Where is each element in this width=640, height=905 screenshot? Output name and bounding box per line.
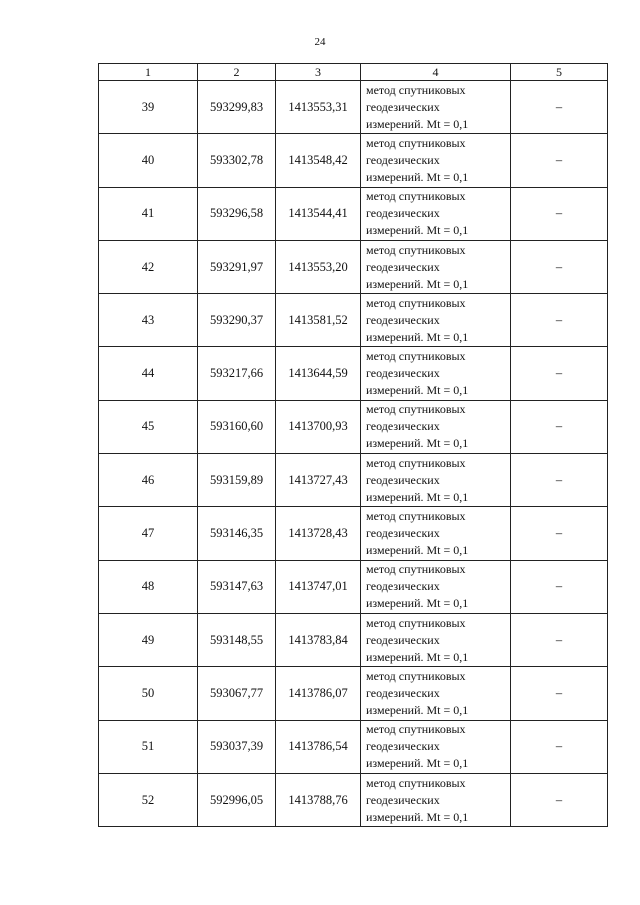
x-coordinate-cell: 593217,66 <box>198 347 276 400</box>
y-coordinate-cell: 1413644,59 <box>276 347 361 400</box>
method-line: измерений. Mt = 0,1 <box>366 116 469 131</box>
method-line: измерений. Mt = 0,1 <box>366 436 469 451</box>
y-coordinate-cell: 1413727,43 <box>276 454 361 507</box>
point-number-cell: 52 <box>99 773 198 826</box>
method-line: метод спутниковых <box>366 349 466 364</box>
x-coordinate-cell: 593037,39 <box>198 720 276 773</box>
x-coordinate-cell: 593147,63 <box>198 560 276 613</box>
table-row <box>99 347 608 400</box>
x-coordinate-cell: 593159,89 <box>198 454 276 507</box>
note-cell: – <box>511 720 608 773</box>
method-cell <box>361 240 511 293</box>
table-row <box>99 134 608 187</box>
method-line: метод спутниковых <box>366 135 466 150</box>
method-line: геодезических <box>366 419 440 434</box>
method-line: метод спутниковых <box>366 455 466 470</box>
method-line: измерений. Mt = 0,1 <box>366 596 469 611</box>
method-line: измерений. Mt = 0,1 <box>366 329 469 344</box>
column-header-3: 3 <box>276 64 361 81</box>
note-cell: – <box>511 240 608 293</box>
method-line: метод спутниковых <box>366 82 466 97</box>
note-cell: – <box>511 613 608 666</box>
point-number-cell: 45 <box>99 400 198 453</box>
point-number-cell: 48 <box>99 560 198 613</box>
method-line: геодезических <box>366 366 440 381</box>
y-coordinate-cell: 1413548,42 <box>276 134 361 187</box>
y-coordinate-cell: 1413544,41 <box>276 187 361 240</box>
coordinates-table <box>98 63 608 827</box>
method-cell <box>361 454 511 507</box>
method-cell <box>361 187 511 240</box>
method-line: метод спутниковых <box>366 668 466 683</box>
method-line: метод спутниковых <box>366 775 466 790</box>
method-line: геодезических <box>366 685 440 700</box>
table-row <box>99 81 608 134</box>
y-coordinate-cell: 1413581,52 <box>276 294 361 347</box>
point-number-cell: 42 <box>99 240 198 293</box>
method-line: геодезических <box>366 206 440 221</box>
x-coordinate-cell: 593299,83 <box>198 81 276 134</box>
table-row <box>99 560 608 613</box>
column-header-4: 4 <box>361 64 511 81</box>
note-cell: – <box>511 560 608 613</box>
x-coordinate-cell: 593146,35 <box>198 507 276 560</box>
note-cell: – <box>511 187 608 240</box>
column-header-1: 1 <box>99 64 198 81</box>
column-header-5: 5 <box>511 64 608 81</box>
method-line: метод спутниковых <box>366 189 466 204</box>
method-line: измерений. Mt = 0,1 <box>366 169 469 184</box>
y-coordinate-cell: 1413783,84 <box>276 613 361 666</box>
method-line: метод спутниковых <box>366 562 466 577</box>
x-coordinate-cell: 593290,37 <box>198 294 276 347</box>
y-coordinate-cell: 1413700,93 <box>276 400 361 453</box>
table-row <box>99 720 608 773</box>
method-line: геодезических <box>366 259 440 274</box>
y-coordinate-cell: 1413553,31 <box>276 81 361 134</box>
method-cell <box>361 294 511 347</box>
point-number-cell: 43 <box>99 294 198 347</box>
y-coordinate-cell: 1413786,54 <box>276 720 361 773</box>
note-cell: – <box>511 507 608 560</box>
method-line: метод спутниковых <box>366 295 466 310</box>
method-cell <box>361 400 511 453</box>
y-coordinate-cell: 1413788,76 <box>276 773 361 826</box>
method-line: метод спутниковых <box>366 722 466 737</box>
note-cell: – <box>511 773 608 826</box>
x-coordinate-cell: 593296,58 <box>198 187 276 240</box>
method-cell <box>361 720 511 773</box>
point-number-cell: 46 <box>99 454 198 507</box>
method-line: измерений. Mt = 0,1 <box>366 756 469 771</box>
note-cell: – <box>511 81 608 134</box>
method-line: геодезических <box>366 472 440 487</box>
x-coordinate-cell: 593302,78 <box>198 134 276 187</box>
x-coordinate-cell: 593067,77 <box>198 667 276 720</box>
method-line: измерений. Mt = 0,1 <box>366 489 469 504</box>
x-coordinate-cell: 593148,55 <box>198 613 276 666</box>
note-cell: – <box>511 400 608 453</box>
point-number-cell: 44 <box>99 347 198 400</box>
method-line: измерений. Mt = 0,1 <box>366 649 469 664</box>
method-line: измерений. Mt = 0,1 <box>366 809 469 824</box>
method-line: геодезических <box>366 792 440 807</box>
method-line: измерений. Mt = 0,1 <box>366 223 469 238</box>
column-header-2: 2 <box>198 64 276 81</box>
method-cell <box>361 81 511 134</box>
page-number: 24 <box>314 36 326 48</box>
method-line: измерений. Mt = 0,1 <box>366 383 469 398</box>
y-coordinate-cell: 1413747,01 <box>276 560 361 613</box>
method-cell <box>361 773 511 826</box>
note-cell: – <box>511 134 608 187</box>
table-row <box>99 773 608 826</box>
note-cell: – <box>511 294 608 347</box>
y-coordinate-cell: 1413728,43 <box>276 507 361 560</box>
point-number-cell: 47 <box>99 507 198 560</box>
method-cell <box>361 507 511 560</box>
method-cell <box>361 134 511 187</box>
method-line: измерений. Mt = 0,1 <box>366 702 469 717</box>
method-cell <box>361 560 511 613</box>
method-line: метод спутниковых <box>366 615 466 630</box>
method-line: измерений. Mt = 0,1 <box>366 276 469 291</box>
method-cell <box>361 613 511 666</box>
method-cell <box>361 347 511 400</box>
table-row <box>99 613 608 666</box>
x-coordinate-cell: 593291,97 <box>198 240 276 293</box>
table-row <box>99 400 608 453</box>
point-number-cell: 40 <box>99 134 198 187</box>
note-cell: – <box>511 454 608 507</box>
y-coordinate-cell: 1413786,07 <box>276 667 361 720</box>
method-line: измерений. Mt = 0,1 <box>366 543 469 558</box>
y-coordinate-cell: 1413553,20 <box>276 240 361 293</box>
method-line: метод спутниковых <box>366 242 466 257</box>
x-coordinate-cell: 593160,60 <box>198 400 276 453</box>
method-line: метод спутниковых <box>366 509 466 524</box>
note-cell: – <box>511 667 608 720</box>
note-cell: – <box>511 347 608 400</box>
table-row <box>99 667 608 720</box>
method-line: геодезических <box>366 152 440 167</box>
table-row <box>99 240 608 293</box>
method-line: метод спутниковых <box>366 402 466 417</box>
method-line: геодезических <box>366 312 440 327</box>
point-number-cell: 50 <box>99 667 198 720</box>
method-line: геодезических <box>366 739 440 754</box>
point-number-cell: 41 <box>99 187 198 240</box>
table-row <box>99 294 608 347</box>
table-header-row <box>99 64 608 81</box>
point-number-cell: 51 <box>99 720 198 773</box>
table-row <box>99 187 608 240</box>
method-line: геодезических <box>366 526 440 541</box>
point-number-cell: 39 <box>99 81 198 134</box>
method-line: геодезических <box>366 99 440 114</box>
method-line: геодезических <box>366 579 440 594</box>
point-number-cell: 49 <box>99 613 198 666</box>
table-row <box>99 507 608 560</box>
x-coordinate-cell: 592996,05 <box>198 773 276 826</box>
method-line: геодезических <box>366 632 440 647</box>
method-cell <box>361 667 511 720</box>
table-row <box>99 454 608 507</box>
